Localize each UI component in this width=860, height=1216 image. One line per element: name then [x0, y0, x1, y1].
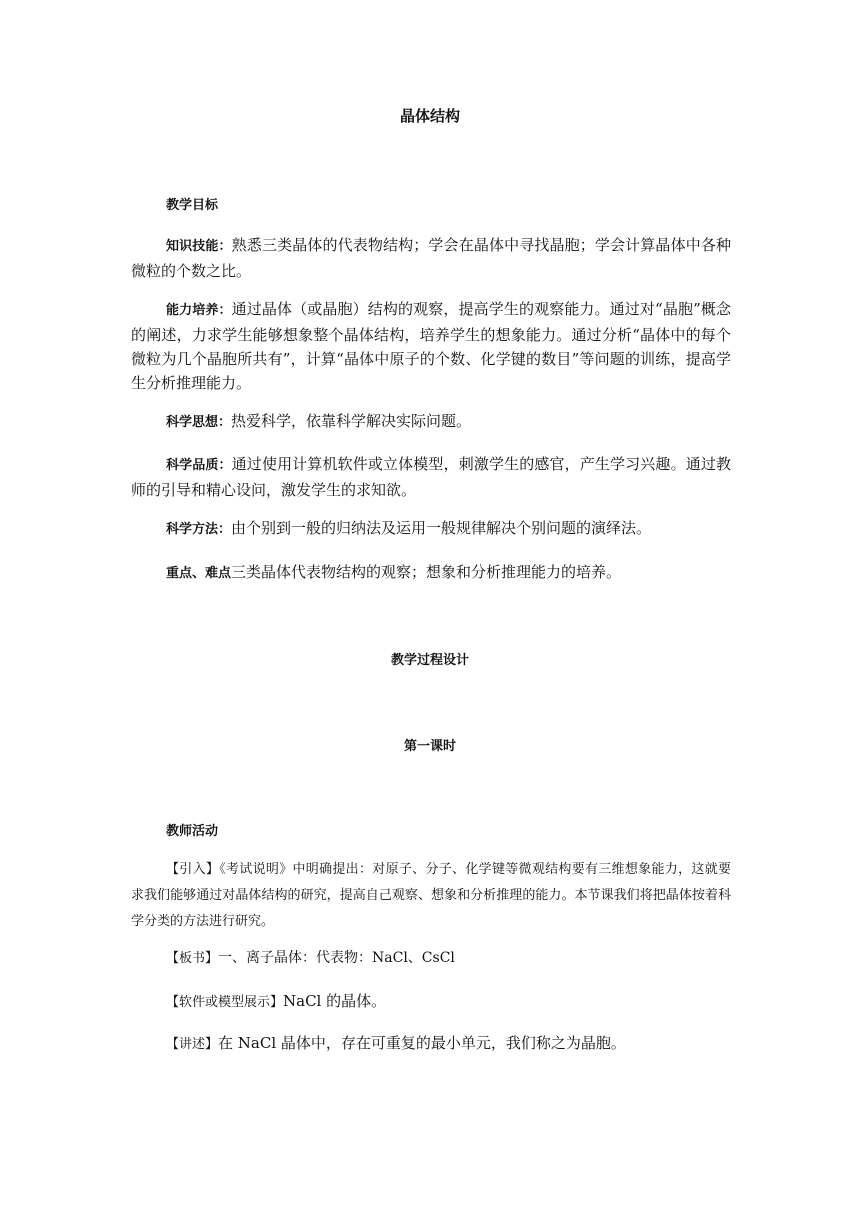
objective-label: 科学思想：	[166, 415, 232, 430]
objective-thought	[131, 409, 731, 435]
objective-label: 知识技能：	[166, 239, 232, 254]
objective-knowledge	[131, 233, 731, 283]
activity-text: 在 NaCl 晶体中，存在可重复的最小单元，我们称之为晶胞。	[218, 1034, 626, 1052]
activity-tag: 【引入】	[166, 862, 220, 877]
objective-keypoints	[131, 560, 731, 586]
objective-ability	[131, 297, 731, 395]
teacher-activity-heading: 教师活动	[166, 824, 219, 839]
objectives-heading: 教学目标	[166, 198, 219, 213]
activity-tag: 【板书】	[166, 951, 219, 966]
objective-label: 重点、难点	[166, 566, 232, 581]
activity-text: 《考试说明》中明确提出：对原子、分子、化学键等微观结构要有三维想象能力，这就要求我们能够通过对晶体结构的研究，提高自己观察、想象和分析推理的能力。本节课我们将把晶体按着科学分类的方法进行研究。	[131, 862, 731, 929]
process-title: 教学过程设计	[390, 653, 469, 668]
activity-text: 一、离子晶体：代表物：NaCl、CsCl	[218, 950, 455, 966]
objective-text: 热爱科学，依靠科学解决实际问题。	[231, 412, 472, 430]
objective-text: 熟悉三类晶体的代表物结构；学会在晶体中寻找晶胞；学会计算晶体中各种微粒的个数之比。	[131, 236, 731, 280]
activity-tag: 【软件或模型展示】	[166, 995, 284, 1010]
lesson-title: 第一课时	[403, 739, 456, 754]
activity-demo	[131, 989, 731, 1015]
document-title: 晶体结构	[399, 107, 460, 125]
activity-intro	[131, 857, 731, 935]
activity-tag: 【讲述】	[166, 1037, 219, 1052]
objective-label: 科学方法：	[166, 522, 232, 537]
objective-text: 通过晶体（或晶胞）结构的观察，提高学生的观察能力。通过对“晶胞”概念的阐述，力求学生能够想象整个晶体结构，培养学生的想象能力。通过分析“晶体中的每个微粒为几个晶胞所共有”，计算“晶体中原子的个数、化学键的数目”等问题的训练，提高学生分析推理能力。	[131, 300, 731, 392]
activity-explain	[131, 1031, 731, 1057]
objective-quality	[131, 452, 731, 502]
activity-board	[131, 945, 731, 972]
objective-method	[131, 516, 731, 542]
objective-label: 科学品质：	[166, 458, 232, 473]
objective-label: 能力培养：	[166, 303, 232, 318]
objective-text: 三类晶体代表物结构的观察；想象和分析推理能力的培养。	[231, 563, 622, 581]
objective-text: 通过使用计算机软件或立体模型，刺激学生的感官，产生学习兴趣。通过教师的引导和精心设问，激发学生的求知欲。	[131, 455, 731, 499]
activity-text: NaCl 的晶体。	[283, 992, 387, 1010]
objective-text: 由个别到一般的归纳法及运用一般规律解决个别问题的演绎法。	[231, 519, 652, 537]
